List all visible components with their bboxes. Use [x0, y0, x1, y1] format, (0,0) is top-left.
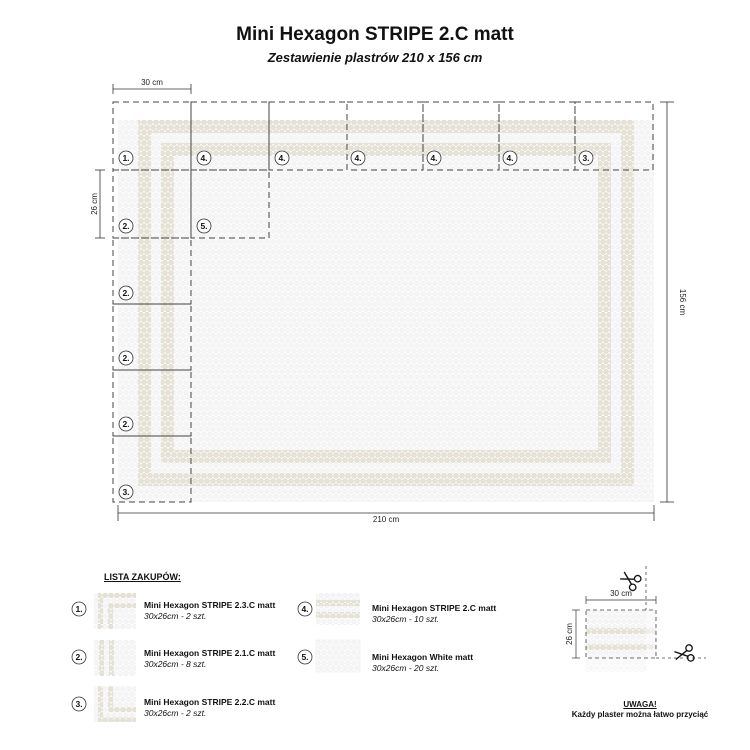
marker-label: 2.: [122, 288, 130, 298]
item-name: Mini Hexagon STRIPE 2.C matt: [372, 603, 497, 613]
page-title: Mini Hexagon STRIPE 2.C matt: [236, 24, 514, 45]
list-num: 3.: [75, 699, 83, 709]
marker-label: 3.: [122, 487, 130, 497]
list-num: 4.: [301, 604, 309, 614]
list-num: 2.: [75, 652, 83, 662]
marker-label: 4.: [278, 153, 286, 163]
note-heading: UWAGA!: [623, 700, 657, 709]
thumb-1: [94, 593, 136, 629]
marker-label: 2.: [122, 221, 130, 231]
floor-plan: [118, 120, 654, 502]
note-dim-width: 30 cm: [610, 589, 632, 598]
item-qty: 30x26cm - 8 szt.: [144, 659, 207, 669]
marker-label: 4.: [430, 153, 438, 163]
marker-label: 3.: [582, 153, 590, 163]
dim-tile-height: 26 cm: [90, 193, 99, 215]
thumb-3: [94, 686, 136, 722]
item-name: Mini Hexagon STRIPE 2.1.C matt: [144, 648, 276, 658]
marker-label: 4.: [506, 153, 514, 163]
list-num: 5.: [301, 652, 309, 662]
item-name: Mini Hexagon STRIPE 2.3.C matt: [144, 600, 276, 610]
marker-label: 4.: [354, 153, 362, 163]
thumb-2: [94, 640, 136, 676]
dim-total-height: 156 cm: [678, 288, 687, 316]
item-qty: 30x26cm - 2 szt.: [144, 708, 207, 718]
scissors-icon: [674, 644, 695, 663]
item-qty: 30x26cm - 2 szt.: [144, 611, 207, 621]
item-name: Mini Hexagon STRIPE 2.2.C matt: [144, 697, 276, 707]
thumb-5: [316, 640, 360, 672]
marker-label: 5.: [200, 221, 208, 231]
marker-label: 1.: [122, 153, 130, 163]
note-dim-height: 26 cm: [565, 623, 574, 645]
thumb-4: [316, 593, 360, 625]
marker-label: 4.: [200, 153, 208, 163]
item-qty: 30x26cm - 20 szt.: [372, 663, 440, 673]
shopping-list-heading: LISTA ZAKUPÓW:: [104, 572, 181, 582]
list-num: 1.: [75, 604, 83, 614]
marker-label: 2.: [122, 353, 130, 363]
dim-total-width: 210 cm: [372, 515, 400, 524]
dim-tile-width: 30 cm: [141, 78, 163, 87]
item-name: Mini Hexagon White matt: [372, 652, 474, 662]
white-field: [118, 120, 654, 502]
marker-label: 2.: [122, 419, 130, 429]
item-qty: 30x26cm - 10 szt.: [372, 614, 440, 624]
page-subtitle: Zestawienie plastrów 210 x 156 cm: [267, 50, 483, 65]
note-text: Każdy plaster można łatwo przyciąć: [571, 710, 709, 719]
